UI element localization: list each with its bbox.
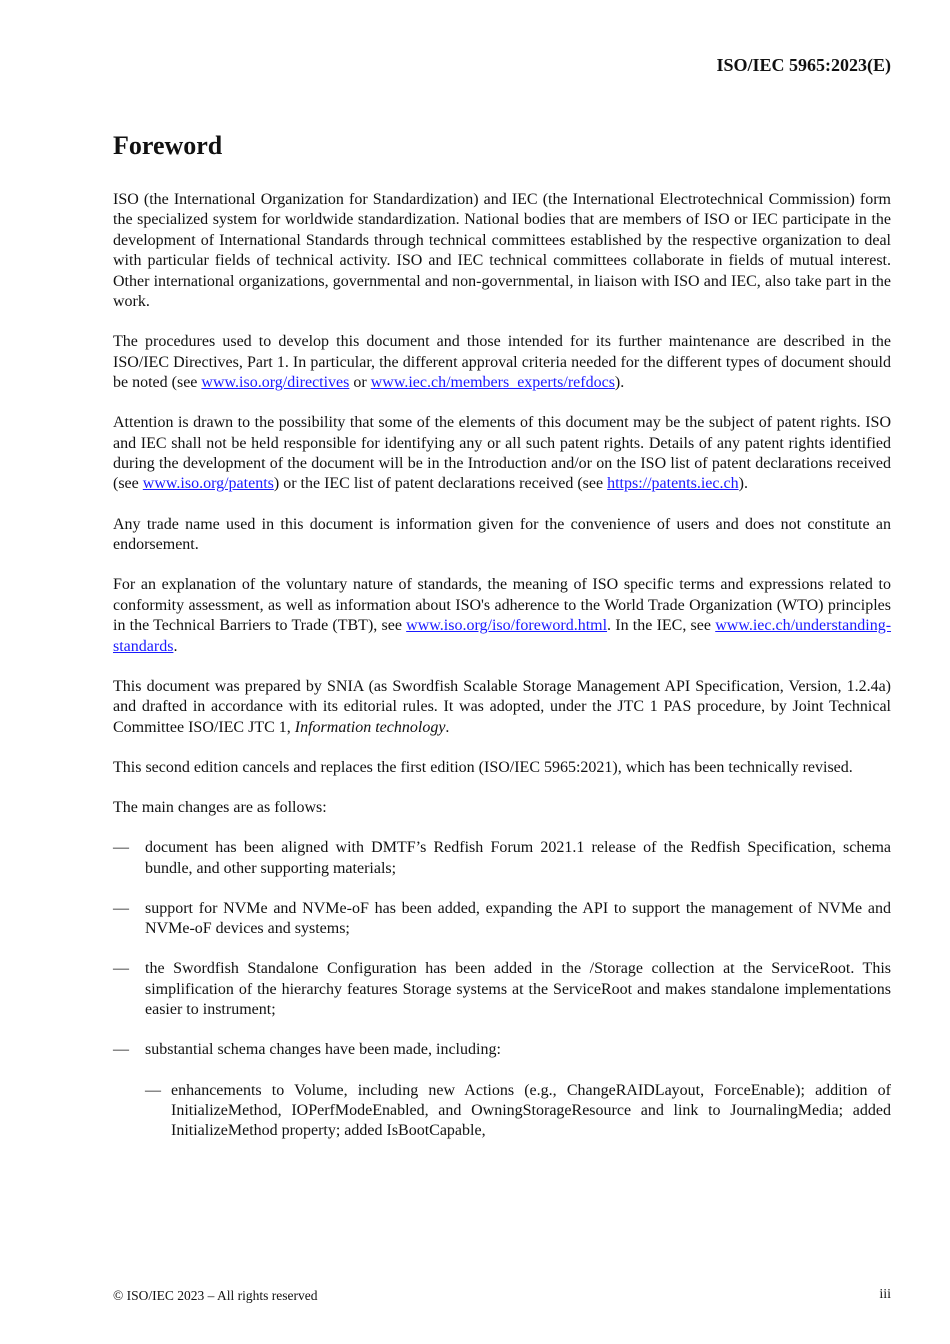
page-number: iii	[879, 1287, 891, 1302]
text: For an explanation of the voluntary nature of standards, the meaning of ISO specific terms and expressions related to conformity assessment, as well as information about ISO's adherence to the World Trade Organization (WTO) principles in the Technical Barriers to Trade (TBT), see	[113, 576, 891, 635]
page-title: Foreword	[113, 131, 223, 160]
link-iec-refdocs[interactable]: www.iec.ch/members_experts/refdocs	[370, 374, 615, 392]
text: The procedures used to develop this document and those intended for its further maintenance are described in the ISO/IEC Directives, Part 1. In particular, the different approval criteria needed for the different types of document should be noted (see	[113, 333, 891, 392]
paragraph-voluntary-nature	[113, 575, 891, 657]
dash-bullet: —	[113, 839, 129, 857]
text: ).	[738, 475, 748, 493]
paragraph-procedures	[113, 332, 891, 393]
sub-list-item	[145, 1081, 891, 1142]
text: .	[445, 718, 450, 736]
link-iso-patents[interactable]: www.iso.org/patents	[142, 475, 274, 493]
dash-bullet: —	[113, 899, 129, 917]
list-item-text: the Swordfish Standalone Configuration has been added in the /Storage collection at the ServiceRoot. This simplification of the hierarchy features Storage systems at the ServiceRoot and makes standalone implementations easier to instrument;	[145, 960, 891, 1019]
dash-bullet: —	[113, 1041, 129, 1059]
text: This document was prepared by SNIA (as Swordfish Scalable Storage Management API Specification, Version, 1.2.4a) and drafted in accordance with its editorial rules. It was adopted, under the JTC 1 PAS procedure, by Joint Technical Committee ISO/IEC JTC 1,	[113, 677, 891, 736]
paragraph-prepared-by	[113, 677, 891, 738]
paragraph-main-changes: The main changes are as follows:	[113, 798, 327, 816]
link-iso-foreword[interactable]: www.iso.org/iso/foreword.html	[406, 617, 608, 635]
paragraph-iso-iec: ISO (the International Organization for Standardization) and IEC (the International Electrotechnical Commission) form the specialized system for worldwide standardization. National bodies that are members of ISO or IEC participate in the development of International Standards through technical committees established by the respective organization to deal with particular fields of technical activity. ISO and IEC technical committees collaborate in fields of mutual interest. Other international organizations, governmental and non-governmental, in liaison with ISO and IEC, also take part in the work.	[113, 191, 891, 311]
text: Attention is drawn to the possibility that some of the elements of this document may be the subject of patent rights. ISO and IEC shall not be held responsible for identifying any or all such patent rights. Details of any patent rights identified during the development of the document will be in the Introduction and/or on the ISO list of patent declarations received (see	[113, 414, 891, 493]
italic-text: Information technology	[294, 718, 446, 736]
document-body	[113, 190, 891, 1162]
link-iec-patents[interactable]: https://patents.iec.ch	[607, 475, 739, 493]
list-item-text: support for NVMe and NVMe-oF has been added, expanding the API to support the management of NVMe and NVMe-oF devices and systems;	[145, 899, 891, 938]
list-item	[113, 838, 891, 879]
list-item-text: substantial schema changes have been made, including:	[145, 1041, 501, 1059]
text: .	[173, 637, 178, 655]
text: . In the IEC, see	[607, 617, 716, 635]
link-iso-directives[interactable]: www.iso.org/directives	[201, 374, 350, 392]
paragraph-trade-name: Any trade name used in this document is information given for the convenience of users and does not constitute an endorsement.	[113, 515, 891, 554]
text: or	[349, 374, 371, 392]
list-item	[113, 959, 891, 1020]
list-item	[113, 1040, 891, 1060]
footer-copyright: © ISO/IEC 2023 – All rights reserved	[113, 1288, 318, 1303]
text: ).	[614, 374, 625, 392]
dash-bullet: —	[113, 960, 129, 978]
dash-bullet: —	[145, 1081, 161, 1099]
list-item-text: document has been aligned with DMTF’s Redfish Forum 2021.1 release of the Redfish Specification, schema bundle, and other supporting materials;	[145, 839, 891, 877]
text: ) or the IEC list of patent declarations received (see	[273, 475, 608, 493]
paragraph-patents	[113, 413, 891, 495]
paragraph-edition: This second edition cancels and replaces the first edition (ISO/IEC 5965:2021), which has been technically revised.	[113, 758, 853, 776]
list-item-text: enhancements to Volume, including new Actions (e.g., ChangeRAIDLayout, ForceEnable); addition of InitializeMethod, IOPerfModeEnabled, and OwningStorageResource and link to JournalingMedia; added InitializeMethod property; added IsBootCapable,	[171, 1081, 891, 1140]
link-iec-understanding-standards[interactable]: www.iec.ch/understanding-standards	[113, 617, 892, 655]
document-id-header: ISO/IEC 5965:2023(E)	[716, 55, 891, 75]
list-item	[113, 899, 891, 940]
